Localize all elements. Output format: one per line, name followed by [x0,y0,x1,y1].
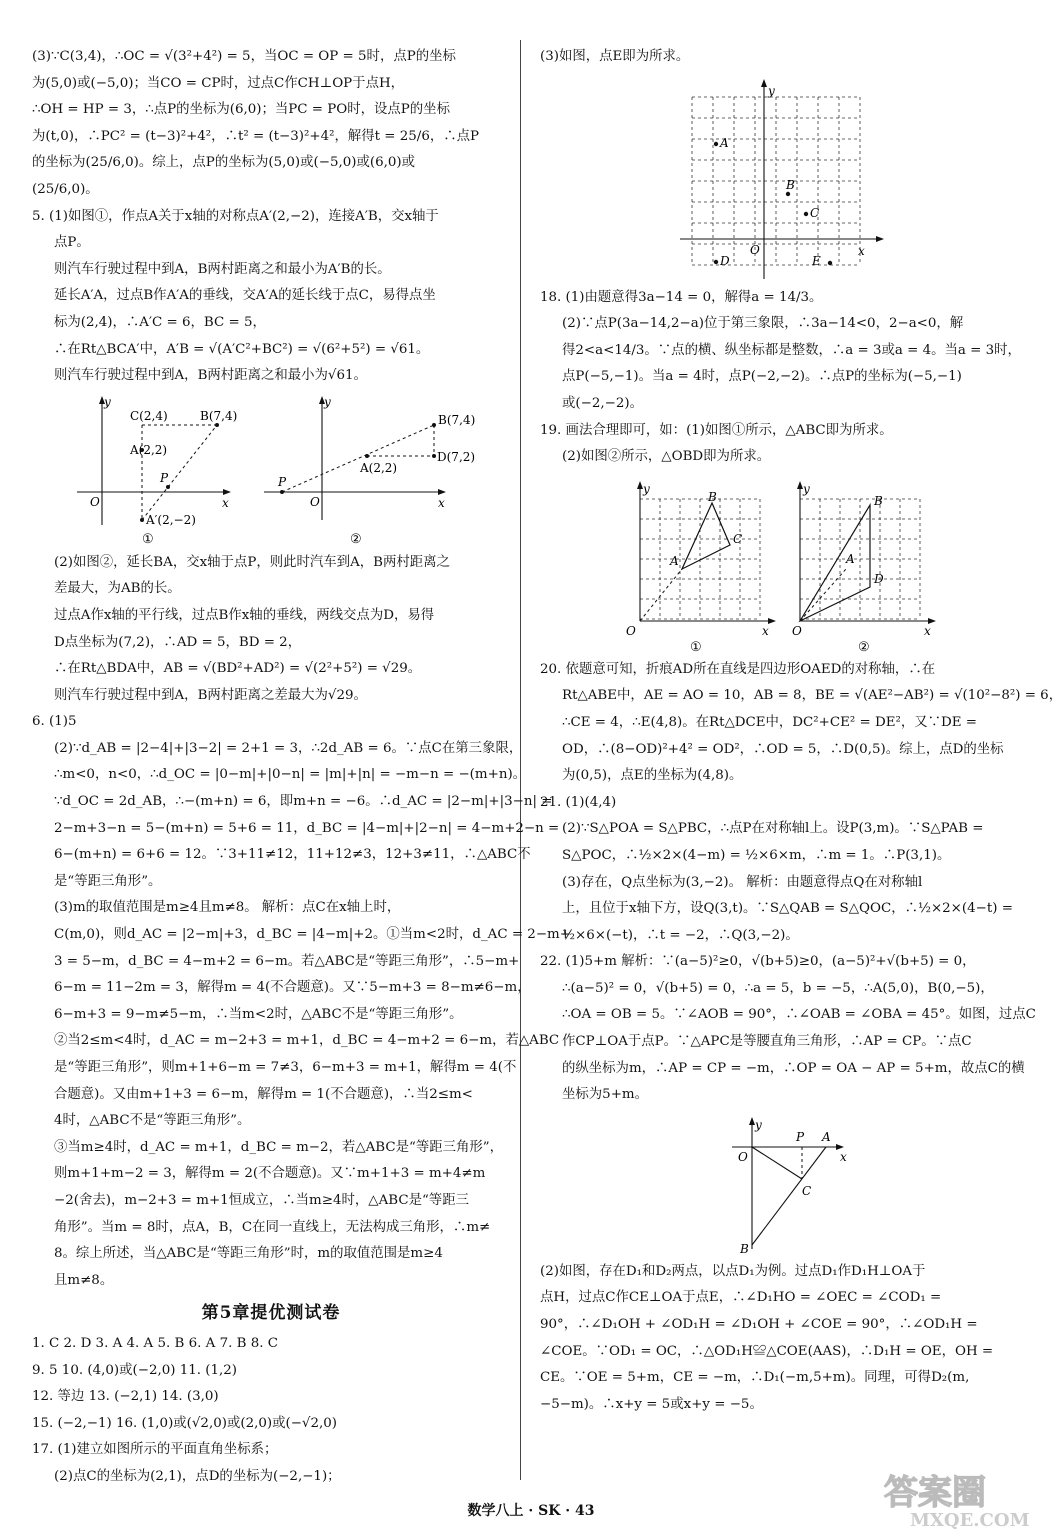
text-line: 为(t,0)，∴PC² = (t−3)²+4²，∴t² = (t−3)²+4²，解得t = 25/6，∴点P [32,128,480,144]
text-line: 或(−2,−2)。 [562,395,643,411]
text-line: 1. C 2. D 3. A 4. A 5. B 6. A 7. B 8. C [32,1335,278,1351]
text-line: 则汽车行驶过程中到A，B两村距离之和最小为√61。 [54,368,367,384]
text-line: 坐标为5+m。 [562,1087,648,1103]
text-line: 延长A′A，过点B作A′A的垂线，交A′A的延长线于点C，易得点坐 [54,288,436,304]
text-line: 点H，过点C作CE⊥OA于点E，∴∠D₁HO = ∠OEC = ∠COD₁ = [540,1290,942,1306]
text-line: 19. 画法合理即可，如：(1)如图①所示，△ABC即为所求。 [540,422,893,438]
fig22-label: x [840,1149,847,1164]
fig22-label: A [822,1129,831,1144]
text-line: (2)如图②所示，△OBD即为所求。 [562,449,771,465]
text-line: (2)∵d_AB = |2−4|+|3−2| = 2+1 = 3，∴2d_AB = 6。∵点C在第三象限， [54,740,523,756]
text-line: 18. (1)由题意得3a−14 = 0，解得a = 14/3。 [540,289,823,305]
text-line: 点P(−5,−1)。当a = 4时，点P(−2,−2)。∴点P的坐标为(−5,−1) [562,369,962,385]
fig2-label: x [438,495,445,510]
problem-19-figures [540,471,1036,657]
text-line: 是“等距三角形”。 [54,873,162,889]
fig2-label: P [278,474,287,489]
fig19-2-label: x [924,623,931,638]
grid-label: x [858,243,865,258]
fig22-label: P [796,1129,805,1144]
fig1-label: x [222,495,229,510]
problems-18-19 [540,285,1036,471]
grid-label: O [750,242,760,257]
text-line: (2)如图②，延长BA，交x轴于点P，则此时汽车到A，B两村距离之 [54,554,450,570]
fig19-1-label: B [708,489,717,504]
fig19-1-caption: ① [690,639,702,655]
grid-label: B [786,177,795,192]
text-line: 则汽车行驶过程中到A，B两村距离之差最大为√29。 [54,687,367,703]
fig1-label: C(2,4) [130,408,168,423]
text-line: ③当m≥4时，d_AC = m+1，d_BC = m−2，若△ABC是“等距三角形”， [54,1139,504,1155]
fig22-label: B [740,1241,749,1256]
text-line: 是“等距三角形”，则m+1+6−m = 7≠3，6−m+3 = m+1，解得m = 4(不 [54,1060,517,1075]
fig2-caption: ② [350,531,362,547]
fig19-2-label: y [803,481,810,496]
problem-4-continued [32,44,510,204]
grid-label: D [720,253,730,268]
text-line: 3 = 5−m，d_BC = 4−m+2 = 6−m。若△ABC是“等距三角形”，∴5−m+ [54,953,520,969]
text-line: 合题意)。又由m+1+3 = 6−m，解得m = 1(不合题意)，∴当2≤m< [54,1086,473,1102]
text-line: 则汽车行驶过程中到A，B两村距离之和最小为A′B的长。 [54,261,391,277]
fig22-label: O [738,1149,748,1164]
fig1-label: y [104,394,111,409]
text-line: (3)存在，Q点坐标为(3,−2)。 解析：由题意得点Q在对称轴l [562,874,923,890]
text-line: 的纵坐标为m，∴AP = CP = −m，∴OP = OA − AP = 5+m，故点C的横 [562,1060,1025,1076]
text-line: ②当2≤m<4时，d_AC = m−2+3 = m+1，d_BC = 4−m+2 = 6−m，若△ABC [54,1033,560,1049]
fig2-label: D(7,2) [437,449,476,464]
text-line: ∴OA = OB = 5。∵∠AOB = 90°，∴∠OAB = ∠OBA = 45°。如图，过点C [562,1007,1036,1023]
text-line: 为(0,5)，点E的坐标为(4,8)。 [562,768,743,784]
fig19-2-label: B [874,493,883,508]
text-line: ∴OH = HP = 3，∴点P的坐标为(6,0)；当PC = PO时，设点P的坐标 [32,102,450,118]
text-line: (2)∵S△POA = S△PBC，∴点P在对称轴l上。设P(3,m)。∵S△PAB = [562,821,984,837]
text-line: 角形”。当m = 8时，点A，B，C在同一直线上，无法构成三角形，∴m≠ [54,1219,491,1235]
text-line: 12. 等边 13. (−2,1) 14. (3,0) [32,1389,219,1405]
fig22-label: y [755,1117,762,1132]
right-column [540,44,1062,1418]
text-line: (3)∵C(3,4)，∴OC = √(3²+4²) = 5，当OC = OP = 5时，点P的坐标 [32,49,456,64]
fig1-label: O [90,494,100,509]
fig19-1-label: A [670,553,679,568]
watermark-logo [874,1464,1044,1530]
problem-22-figure [540,1109,1036,1259]
grid-label: A [720,135,729,150]
text-line: 得2<a<14/3。∵点的横、纵坐标都是整数，∴a = 3或a = 4。当a = 3时， [562,342,1021,358]
text-line: (25/6,0)。 [32,181,99,197]
problem-22-part-2 [540,1259,1036,1419]
text-line: 22. (1)5+m 解析：∵(a−5)²≥0，√(b+5)≥0，(a−5)²+√(b+5) = 0， [540,954,976,970]
figure-2 [264,395,475,547]
text-line: 6. (1)5 [32,714,77,730]
text-line: (2)点C的坐标为(2,1)，点D的坐标为(−2,−1)； [54,1468,341,1484]
fig19-1-label: O [626,623,636,638]
text-line: −2(舍去)，m−2+3 = m+1恒成立，∴当m≥4时，△ABC是“等距三 [54,1192,469,1208]
problems-20-22 [540,657,1062,1109]
text-line: 2−m+3−n = 5−(m+n) = 5+6 = 11，d_BC = |4−m|+|2−n| = 4−m+2−n = [54,820,560,836]
text-line: (2)如图，存在D₁和D₂两点，以点D₁为例。过点D₁作D₁H⊥OA于 [540,1263,926,1279]
text-line: D点坐标为(7,2)，∴AD = 5，BD = 2， [54,634,302,650]
text-line: 5. (1)如图①，作点A关于x轴的对称点A′(2,−2)，连接A′B，交x轴于 [32,208,439,224]
text-line: (2)∵点P(3a−14,2−a)位于第三象限，∴3a−14<0，2−a<0，解 [562,316,964,332]
text-line: 的坐标为(25/6,0)。综上，点P的坐标为(5,0)或(−5,0)或(6,0)或 [32,155,416,171]
text-line: CE。∵OE = 5+m，CE = −m，∴D₁(−m,5+m)。同理，可得D₂(m, [540,1370,970,1386]
fig19-1-label: x [762,623,769,638]
intro-line: (3)如图，点E即为所求。 [540,49,690,64]
text-line: 15. (−2,−1) 16. (1,0)或(√2,0)或(2,0)或(−√2,0) [32,1415,337,1431]
text-line: 6−m+3 = 9−m≠5−m，∴当m<2时，△ABC不是“等距三角形”。 [54,1006,463,1022]
fig2-label: O [310,494,320,509]
problem-5-figures [32,390,510,550]
problem-17-grid-figure [540,71,1036,285]
text-line: 9. 5 10. (4,0)或(−2,0) 11. (1,2) [32,1362,238,1378]
fig2-label: B(7,4) [438,412,476,427]
text-line: ∠COE。∵OD₁ = OC，∴△OD₁H≌△COE(AAS)，∴D₁H = OE，OH = [540,1343,994,1359]
text-line: 且m≠8。 [54,1272,114,1288]
text-line: 上，且位于x轴下方，设Q(3,t)。∵S△QAB = S△QOC，∴½×2×(4−t) = [562,901,1013,917]
left-column [32,44,571,1491]
text-line: 点P。 [54,235,90,251]
text-line: ∴(a−5)² = 0，√(b+5) = 0，∴a = 5，b = −5，∴A(5,0)，B(0,−5)， [562,980,994,996]
text-line: ∴CE = 4，∴E(4,8)。在Rt△DCE中，DC²+CE² = DE²，又∵DE = [562,714,978,730]
text-line: 8。综上所述，当△ABC是“等距三角形”时，m的取值范围是m≥4 [54,1246,443,1262]
text-line: 17. (1)建立如图所示的平面直角坐标系； [32,1442,278,1458]
text-line: 6−m = 11−2m = 3，解得m = 4(不合题意)。又∵5−m+3 = 8−m≠6−m， [54,980,531,996]
fig22-label: C [802,1183,812,1198]
text-line: ∵d_OC = 2d_AB，∴−(m+n) = 6，即m+n = −6。∴d_AC = |2−m|+|3−n| = [54,794,553,810]
text-line: 标为(2,4)，∴A′C = 6，BC = 5， [54,314,266,330]
text-line: 6−(m+n) = 6+6 = 12。∵3+11≠12，11+12≠3，12+3≠11，∴△ABC不 [54,847,531,863]
fig1-label: P [160,470,169,485]
text-line: 为(5,0)或(−5,0)；当CO = CP时，过点C作CH⊥OP于点H， [32,75,405,91]
text-line: 90°，∴∠D₁OH + ∠OD₁H = ∠D₁OH + ∠COE = 90°，∴∠OD₁H = [540,1317,978,1333]
fig1-caption: ① [142,531,154,547]
fig1-label: A′(2,−2) [146,512,196,527]
text-line: 差最大，为AB的长。 [54,581,181,597]
watermark-text: 答案圈 [884,1473,986,1513]
fig2-label: A(2,2) [360,460,398,475]
text-line: ∴在Rt△BCA′中，A′B = √(A′C²+BC²) = √(6²+5²) = √61。 [54,341,430,357]
problem-5-part-1 [32,204,510,390]
fig19-2-caption: ② [858,639,870,655]
fig19-2-label: O [792,623,802,638]
problem-5-part-2-and-6 [32,550,571,1295]
fig1-label: A(2,2) [130,442,168,457]
text-line: ∴在Rt△BDA中，AB = √(BD²+AD²) = √(2²+5²) = √29。 [54,661,422,677]
watermark-url: MXQE.COM [910,1510,1030,1531]
text-line: Rt△ABE中，AE = AO = 10，AB = 8，BE = √(AE²−AB²) = √(10²−8²) = 6， [562,688,1062,704]
text-line: 21. (1)(4,4) [540,794,617,810]
grid-label: y [768,83,775,98]
fig1-label: B(7,4) [200,408,238,423]
text-line: ½×6×(−t)，∴t = −2，∴Q(3,−2)。 [562,927,799,943]
text-line: OD，∴(8−OD)²+4² = OD²，∴OD = 5，∴D(0,5)。综上，点D的坐标 [562,741,1004,757]
fig19-1-label: y [643,481,650,496]
text-line: ∴m<0，n<0，∴d_OC = |0−m|+|0−n| = |m|+|n| = −m−n = −(m+n)。 [54,767,527,783]
fig19-2-label: D [874,571,884,586]
answer-list [32,1331,510,1491]
text-line: C(m,0)，则d_AC = |2−m|+3，d_BC = |4−m|+2。①当m<2时，d_AC = 2−m+ [54,927,571,943]
page-footer: 数学八上 · SK · 43 [467,1503,595,1519]
fig19-2-label: A [846,551,855,566]
text-line: 20. 依题意可知，折痕AD所在直线是四边形OAED的对称轴，∴在 [540,661,936,677]
figure-1 [77,395,237,547]
text-line: 过点A作x轴的平行线，过点B作x轴的垂线，两线交点为D，易得 [54,607,435,623]
text-line: 作CP⊥OA于点P。∵△APC是等腰直角三角形，∴AP = CP。∵点C [562,1034,972,1050]
text-line: −5−m)。∴x+y = 5或x+y = −5。 [540,1396,763,1412]
grid-label: C [810,205,820,220]
fig2-label: y [324,394,331,409]
text-line: 则m+1+m−2 = 3，解得m = 2(不合题意)。又∵m+1+3 = m+4≠m [54,1166,486,1182]
text-line: 4时，△ABC不是“等距三角形”。 [54,1113,251,1129]
text-line: S△POC，∴½×2×(4−m) = ½×6×m，∴m = 1。∴P(3,1)。 [562,847,951,863]
fig19-1-label: C [733,531,743,546]
section-title: 第5章提优测试卷 [201,1303,341,1324]
grid-label: E [812,253,821,268]
text-line: (3)m的取值范围是m≥4且m≠8。 解析：点C在x轴上时， [54,900,401,916]
